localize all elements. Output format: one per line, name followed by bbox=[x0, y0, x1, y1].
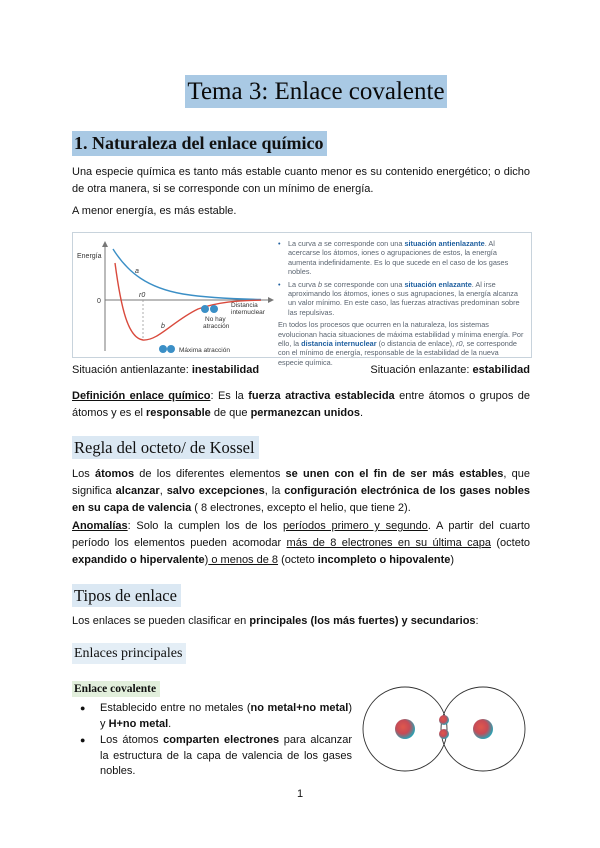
page-title: Tema 3: Enlace covalente bbox=[185, 75, 447, 108]
heading-enlace-covalente: Enlace covalente bbox=[72, 681, 160, 697]
atom-max-1 bbox=[159, 345, 167, 353]
tipos-paragraph: Los enlaces se pueden clasificar en principales (los más fuertes) y secundarios: bbox=[72, 615, 479, 627]
no-attraction-label-2: atracción bbox=[203, 323, 230, 330]
section-heading-naturaleza: 1. Naturaleza del enlace químico bbox=[72, 131, 327, 156]
figure-bullet-a: • La curva a se corresponde con una situación antienlazante. Al acercarse los átomos, iones o agrupaciones de estos, la energía aumenta indefinidamente. Es lo que sucede en el caso de los gases nobles. bbox=[278, 239, 509, 277]
list-item: ● Los átomos comparten electrones para alcanzar la estructura de la capa de valencia de los gases nobles. bbox=[100, 733, 352, 780]
y-axis-arrow bbox=[102, 241, 108, 247]
covalent-bond-illustration bbox=[360, 677, 528, 782]
caption-antienlazante: Situación antienlazante: inestabilidad bbox=[72, 364, 260, 376]
list-item: ● Establecido entre no metales (no metal+no metal) y H+no metal. bbox=[100, 701, 352, 732]
r0-label: r0 bbox=[139, 292, 146, 299]
distance-label-1: Distancia bbox=[231, 302, 258, 309]
energy-figure bbox=[72, 232, 532, 367]
caption-enlazante: Situación enlazante: estabilidad bbox=[370, 364, 530, 376]
x-axis-arrow bbox=[268, 297, 274, 303]
octeto-paragraph: Los átomos de los diferentes elementos se unen con el fin de ser más estables, que significa alcanzar, salvo excepciones, la configuración electrónica de los gases nobles en su capa de valencia ( 8 electrones, excepto el helio, que tiene 2). bbox=[72, 468, 531, 514]
definition-paragraph: Definición enlace químico: Es la fuerza atractiva establecida entre átomos o grupos de átomos y es el responsable de que permanezcan unidos. bbox=[72, 390, 531, 419]
anomalias-paragraph: Anomalías: Solo la cumplen los de los períodos primero y segundo. A partir del cuarto período los elementos pueden acomodar más de 8 electrones en su última capa (octeto expandido o hipervalente) o menos de 8 (octeto incompleto o hipovalente) bbox=[72, 520, 531, 566]
anomalias-label: Anomalías bbox=[72, 520, 128, 532]
heading-tipos-enlace: Tipos de enlace bbox=[72, 584, 181, 607]
curve-b-label: b bbox=[161, 323, 165, 330]
shared-electron-bottom bbox=[439, 729, 449, 739]
atom-max-2 bbox=[167, 345, 175, 353]
y-axis-label: Energía bbox=[77, 253, 102, 260]
page-number: 1 bbox=[296, 788, 304, 800]
shared-electron-top bbox=[439, 715, 449, 725]
paragraph-less-energy: A menor energía, es más estable. bbox=[72, 205, 237, 217]
atom-left-small bbox=[201, 305, 209, 313]
nucleus-right bbox=[473, 719, 493, 739]
definition-label: Definición enlace químico bbox=[72, 390, 211, 402]
curve-a-label: a bbox=[135, 268, 139, 275]
figure-paragraph: En todos los procesos que ocurren en la naturaleza, los sistemas evolucionan hacia situaciones de máxima estabilidad y mínima energía. Por ello, la distancia internuclear (o distancia de enlace), r0, se corresponde con el mínimo de energía, responsable de la estabilidad de la nueva especie química. bbox=[278, 320, 524, 367]
figure-bullet-b: • La curva b se corresponde con una situación enlazante. Al irse aproximando los átomos, iones o sus agrupaciones, la energía alcanza un valor mínimo. En este caso, las fuerzas atractivas predominan sobre las repulsivas. bbox=[278, 279, 520, 317]
distance-label-2: internuclear bbox=[231, 309, 265, 316]
max-attraction-label: Máxima atracción bbox=[179, 347, 230, 354]
no-attraction-label-1: No hay bbox=[205, 316, 226, 323]
heading-enlaces-principales: Enlaces principales bbox=[72, 643, 186, 664]
covalente-list bbox=[72, 701, 352, 781]
paragraph-stability: Una especie química es tanto más estable cuanto menor es su contenido energético; o dicho de otra manera, si se corresponde con un mínimo de energía. bbox=[72, 166, 530, 195]
nucleus-left bbox=[395, 719, 415, 739]
heading-regla-octeto: Regla del octeto/ de Kossel bbox=[72, 436, 259, 459]
atom-right-small bbox=[210, 305, 218, 313]
zero-label: 0 bbox=[97, 298, 101, 305]
figure-text-block bbox=[278, 239, 524, 367]
